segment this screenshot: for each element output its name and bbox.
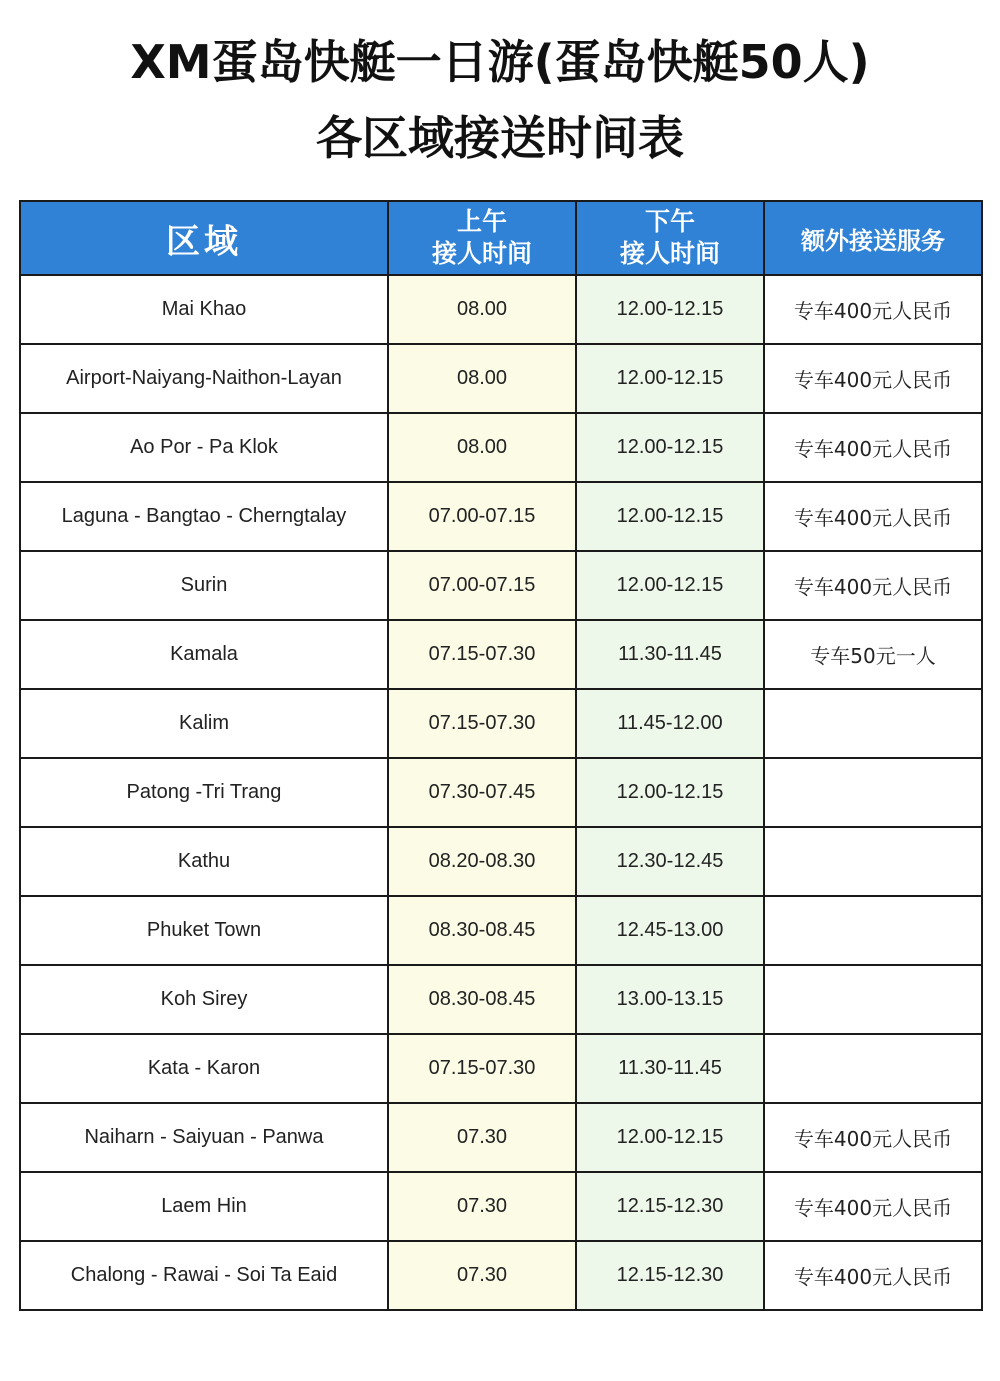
am-pickup-time: 08.30-08.45	[388, 965, 576, 1034]
header-am-pickup	[388, 201, 576, 275]
header-am-label: 上午	[456, 207, 507, 236]
pm-pickup-time: 12.30-12.45	[576, 827, 764, 896]
region-cell: Laem Hin	[20, 1172, 388, 1241]
header-pm-label: 下午	[644, 207, 695, 236]
pm-pickup-time: 11.30-11.45	[576, 1034, 764, 1103]
pm-pickup-time: 12.00-12.15	[576, 551, 764, 620]
table-row	[20, 551, 982, 620]
table-row	[20, 758, 982, 827]
extra-service-cell: 专车50元一人	[764, 620, 982, 689]
region-cell: Laguna - Bangtao - Cherngtalay	[20, 482, 388, 551]
table-row	[20, 827, 982, 896]
table-row	[20, 1034, 982, 1103]
pm-pickup-time: 12.00-12.15	[576, 482, 764, 551]
pm-pickup-time: 12.15-12.30	[576, 1241, 764, 1310]
am-pickup-time: 07.30	[388, 1172, 576, 1241]
region-cell: Koh Sirey	[20, 965, 388, 1034]
extra-service-cell	[764, 758, 982, 827]
am-pickup-time: 08.00	[388, 344, 576, 413]
table-row	[20, 620, 982, 689]
region-cell: Kalim	[20, 689, 388, 758]
extra-service-cell: 专车400元人民币	[764, 344, 982, 413]
table-row	[20, 413, 982, 482]
table-row	[20, 896, 982, 965]
extra-service-cell	[764, 965, 982, 1034]
am-pickup-time: 07.30	[388, 1241, 576, 1310]
pm-pickup-time: 12.00-12.15	[576, 1103, 764, 1172]
header-pm-pickup	[576, 201, 764, 275]
region-cell: Surin	[20, 551, 388, 620]
header-am-sublabel: 接人时间	[431, 239, 532, 268]
region-cell: Naiharn - Saiyuan - Panwa	[20, 1103, 388, 1172]
pm-pickup-time: 12.00-12.15	[576, 344, 764, 413]
pm-pickup-time: 12.45-13.00	[576, 896, 764, 965]
pm-pickup-time: 11.45-12.00	[576, 689, 764, 758]
pm-pickup-time: 12.15-12.30	[576, 1172, 764, 1241]
table-header-row	[20, 201, 982, 275]
am-pickup-time: 07.30-07.45	[388, 758, 576, 827]
region-cell: Kamala	[20, 620, 388, 689]
pm-pickup-time: 13.00-13.15	[576, 965, 764, 1034]
table-row	[20, 1172, 982, 1241]
region-cell: Patong -Tri Trang	[20, 758, 388, 827]
extra-service-cell	[764, 827, 982, 896]
am-pickup-time: 08.00	[388, 275, 576, 344]
extra-service-cell	[764, 896, 982, 965]
extra-service-cell: 专车400元人民币	[764, 482, 982, 551]
extra-service-cell: 专车400元人民币	[764, 1241, 982, 1310]
table-row	[20, 1103, 982, 1172]
am-pickup-time: 08.00	[388, 413, 576, 482]
page-title: XM蛋岛快艇一日游(蛋岛快艇50人)	[130, 35, 870, 89]
extra-service-cell	[764, 689, 982, 758]
am-pickup-time: 07.00-07.15	[388, 482, 576, 551]
header-region: 区域	[20, 201, 388, 275]
region-cell: Kata - Karon	[20, 1034, 388, 1103]
am-pickup-time: 07.30	[388, 1103, 576, 1172]
header-extra-service: 额外接送服务	[764, 201, 982, 275]
table-row	[20, 1241, 982, 1310]
extra-service-cell: 专车400元人民币	[764, 1103, 982, 1172]
region-cell: Phuket Town	[20, 896, 388, 965]
region-cell: Ao Por - Pa Klok	[20, 413, 388, 482]
extra-service-cell: 专车400元人民币	[764, 551, 982, 620]
am-pickup-time: 08.20-08.30	[388, 827, 576, 896]
table-row	[20, 344, 982, 413]
extra-service-cell: 专车400元人民币	[764, 1172, 982, 1241]
page-subtitle: 各区域接送时间表	[316, 111, 684, 165]
pm-pickup-time: 12.00-12.15	[576, 758, 764, 827]
table-body	[20, 275, 982, 1310]
extra-service-cell	[764, 1034, 982, 1103]
pickup-schedule-table	[19, 200, 983, 1311]
pm-pickup-time: 12.00-12.15	[576, 413, 764, 482]
table-row	[20, 275, 982, 344]
am-pickup-time: 07.15-07.30	[388, 1034, 576, 1103]
extra-service-cell: 专车400元人民币	[764, 413, 982, 482]
table-row	[20, 965, 982, 1034]
am-pickup-time: 07.15-07.30	[388, 689, 576, 758]
pm-pickup-time: 11.30-11.45	[576, 620, 764, 689]
am-pickup-time: 07.00-07.15	[388, 551, 576, 620]
pm-pickup-time: 12.00-12.15	[576, 275, 764, 344]
extra-service-cell: 专车400元人民币	[764, 275, 982, 344]
am-pickup-time: 08.30-08.45	[388, 896, 576, 965]
am-pickup-time: 07.15-07.30	[388, 620, 576, 689]
table-row	[20, 482, 982, 551]
table-row	[20, 689, 982, 758]
region-cell: Chalong - Rawai - Soi Ta Eaid	[20, 1241, 388, 1310]
region-cell: Kathu	[20, 827, 388, 896]
region-cell: Mai Khao	[20, 275, 388, 344]
region-cell: Airport-Naiyang-Naithon-Layan	[20, 344, 388, 413]
header-pm-sublabel: 接人时间	[619, 239, 720, 268]
